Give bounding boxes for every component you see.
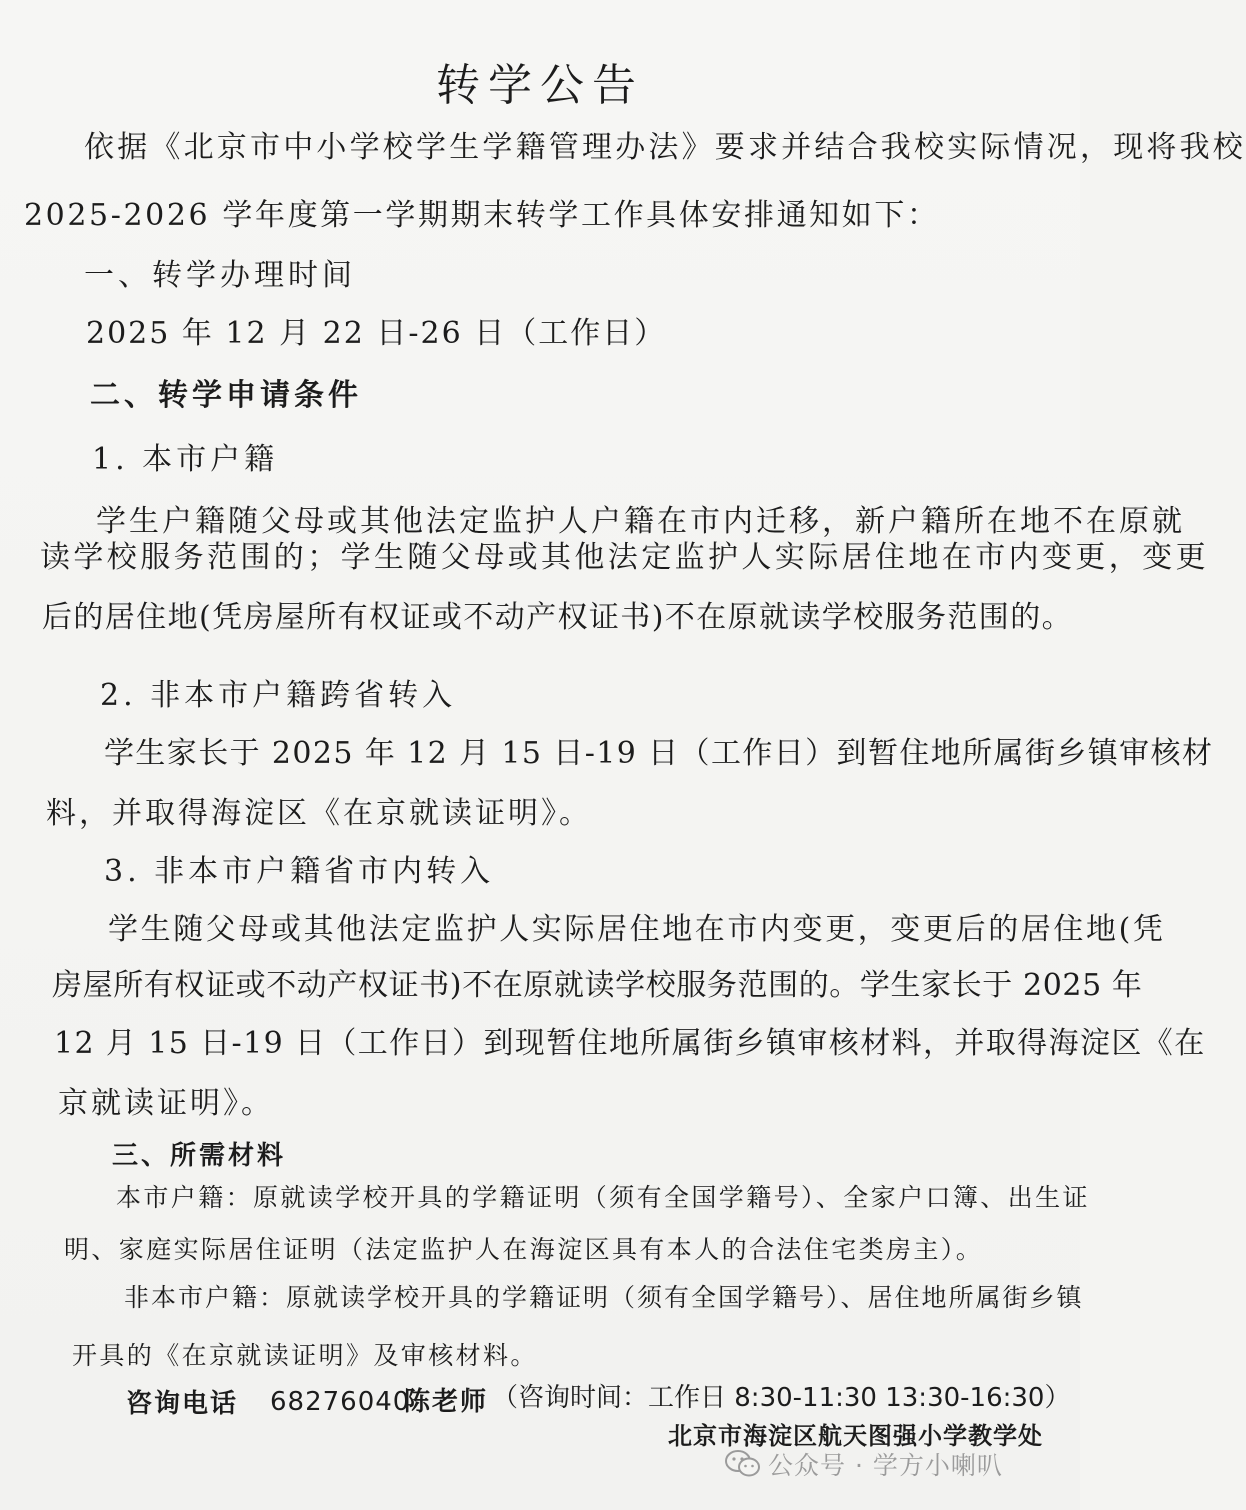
contact-phone: 68276040 [270, 1387, 411, 1417]
materials-line-4: 开具的《在京就读证明》及审核材料。 [72, 1341, 538, 1370]
intro-line-1: 依据《北京市中小学校学生学籍管理办法》要求并结合我校实际情况，现将我校 [84, 130, 1246, 165]
item-3-line-3: 12 月 15 日-19 日（工作日）到现暂住地所属街乡镇审核材料，并取得海淀区《在 [54, 1026, 1206, 1061]
item-1-line-1: 学生户籍随父母或其他法定监护人户籍在市内迁移，新户籍所在地不在原就 [96, 504, 1185, 539]
page-title: 转学公告 [436, 60, 644, 111]
item-3-label: 3. 非本市户籍省市内转入 [104, 854, 495, 889]
contact-label: 咨询电话 [126, 1389, 239, 1419]
item-1-label: 1. 本市户籍 [92, 442, 279, 477]
materials-line-3: 非本市户籍：原就读学校开具的学籍证明（须有全国学籍号）、居住地所属街乡镇 [124, 1283, 1084, 1312]
item-3-line-2: 房屋所有权证或不动产权证书)不在原就读学校服务范围的。学生家长于 2025 年 [52, 968, 1143, 1003]
intro-line-2: 2025-2026 学年度第一学期期末转学工作具体安排通知如下： [24, 198, 940, 233]
item-1-line-2: 读学校服务范围的；学生随父母或其他法定监护人实际居住地在市内变更，变更 [40, 540, 1209, 575]
signature: 北京市海淀区航天图强小学教学处 [668, 1422, 1043, 1450]
item-3-line-4: 京就读证明》。 [58, 1086, 274, 1121]
item-2-line-2: 料，并取得海淀区《在京就读证明》。 [46, 796, 592, 831]
section-2-heading: 二、转学申请条件 [90, 378, 362, 413]
item-2-line-1: 学生家长于 2025 年 12 月 15 日-19 日（工作日）到暂住地所属街乡镇审核材 [104, 736, 1214, 771]
item-2-label: 2. 非本市户籍跨省转入 [100, 678, 457, 713]
section-1-heading: 一、转学办理时间 [84, 258, 356, 293]
section-1-text: 2025 年 12 月 22 日-26 日（工作日） [86, 316, 667, 351]
wechat-icon [724, 1449, 762, 1479]
watermark [724, 1446, 1003, 1482]
materials-line-2: 明、家庭实际居住证明（法定监护人在海淀区具有本人的合法住宅类房主）。 [64, 1235, 984, 1264]
contact-hours: （咨询时间：工作日 8:30-11:30 13:30-16:30） [492, 1383, 1071, 1413]
item-1-line-3: 后的居住地(凭房屋所有权证或不动产权证书)不在原就读学校服务范围的。 [42, 600, 1074, 635]
item-3-line-1: 学生随父母或其他法定监护人实际居住地在市内变更，变更后的居住地(凭 [108, 912, 1166, 947]
contact-person: 陈老师 [404, 1387, 489, 1417]
section-3-heading: 三、所需材料 [112, 1141, 287, 1171]
watermark-text: 公众号 · 学方小喇叭 [768, 1451, 1003, 1480]
materials-line-1: 本市户籍：原就读学校开具的学籍证明（须有全国学籍号）、全家户口簿、出生证 [116, 1183, 1090, 1212]
